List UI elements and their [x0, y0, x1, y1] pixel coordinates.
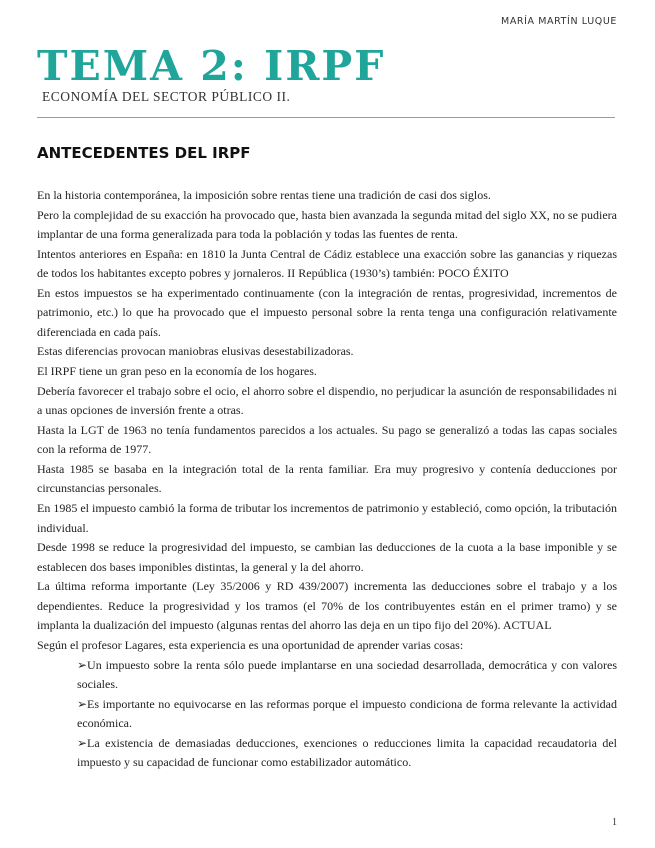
paragraph: En la historia contemporánea, la imposición sobre rentas tiene una tradición de casi dos siglos. — [37, 188, 491, 202]
page-number: 1 — [612, 817, 617, 828]
paragraph: La última reforma importante (Ley 35/2006 y RD 439/2007) incrementa las deducciones sobre el trabajo y a los dependientes. Reduce la progresividad y los tramos (el 70% de los contribuyentes están en el primer tramo) y se implanta la dualización del impuesto (algunas rentas del ahorro las deja en un tipo fijo del 20%). ACTUAL — [37, 579, 617, 633]
paragraph: Estas diferencias provocan maniobras elusivas desestabilizadoras. — [37, 344, 354, 359]
document-body — [37, 186, 617, 773]
author-header: MARÍA MARTÍN LUQUE — [501, 16, 617, 27]
paragraph: Pero la complejidad de su exacción ha provocado que, hasta bien avanzada la segunda mitad del siglo XX, no se pudiera implantar de una forma generalizada para toda la población y todas las fuentes de renta. — [37, 207, 617, 242]
paragraph: Debería favorecer el trabajo sobre el ocio, el ahorro sobre el dispendio, no perjudicar la asunción de responsabilidades ni a unas opciones de inversión frente a otras. — [37, 383, 617, 418]
paragraph: Según el profesor Lagares, esta experiencia es una oportunidad de aprender varias cosas: — [37, 637, 464, 652]
section-heading: ANTECEDENTES DEL IRPF — [37, 144, 251, 162]
bullet-item: ➢Es importante no equivocarse en las reformas porque el impuesto condiciona de forma relevante la actividad económica. — [77, 696, 617, 731]
paragraph: El IRPF tiene un gran peso en la economía de los hogares. — [37, 364, 317, 379]
bullet-item: ➢Un impuesto sobre la renta sólo puede implantarse en una sociedad desarrollada, democrática y con valores sociales. — [77, 657, 617, 691]
document-subtitle: ECONOMÍA DEL SECTOR PÚBLICO II. — [42, 89, 291, 104]
paragraph: Intentos anteriores en España: en 1810 la Junta Central de Cádiz establece una exacción sobre las ganancias y riquezas de todos los habitantes excepto pobres y jornaleros. II República (1930’s) también: POCO ÉXITO — [37, 246, 617, 281]
title-divider — [37, 117, 615, 118]
paragraph: En 1985 el impuesto cambió la forma de tributar los incrementos de patrimonio y estableció, como opción, la tributación individual. — [37, 501, 617, 535]
paragraph: Desde 1998 se reduce la progresividad del impuesto, se cambian las deducciones de la cuota a la base imponible y se establecen dos bases imponibles distintas, la general y la del ahorro. — [37, 540, 617, 574]
document-title: TEMA 2: IRPF — [37, 42, 386, 90]
paragraph: Hasta la LGT de 1963 no tenía fundamentos parecidos a los actuales. Su pago se generalizó a todas las capas sociales con la reforma de 1977. — [37, 423, 617, 457]
bullet-item: ➢La existencia de demasiadas deducciones, exenciones o reducciones limita la capacidad recaudatoria del impuesto y su capacidad de funcionar como estabilizador automático. — [77, 735, 617, 770]
paragraph: Hasta 1985 se basaba en la integración total de la renta familiar. Era muy progresivo y contenía deducciones por circunstancias personales. — [37, 462, 617, 496]
paragraph: En estos impuestos se ha experimentado continuamente (con la integración de rentas, progresividad, incrementos de patrimonio, etc.) lo que ha provocado que el impuesto personal sobre la renta tenga una configuración relativamente diferenciada en cada país. — [37, 285, 617, 339]
